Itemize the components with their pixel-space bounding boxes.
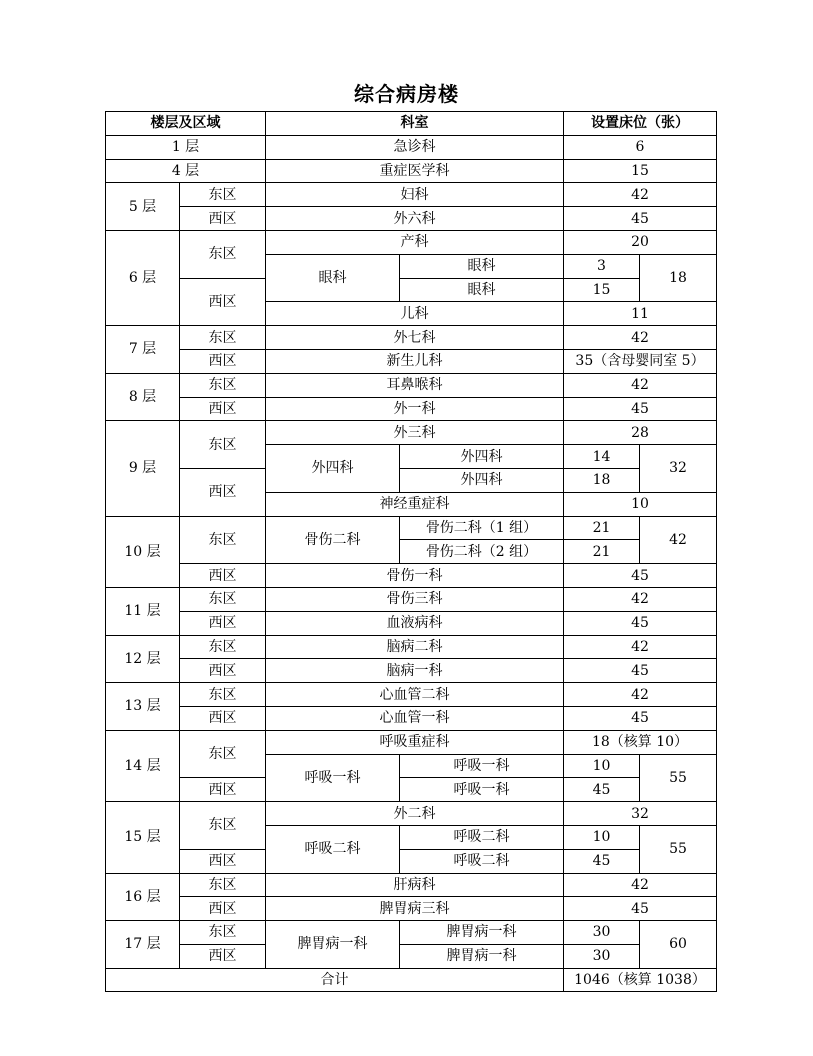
floor-cell: 9 层 (106, 421, 180, 516)
department-cell: 骨伤三科 (266, 587, 564, 611)
floor-cell: 6 层 (106, 230, 180, 325)
area-cell: 东区 (180, 587, 266, 611)
table-row (106, 373, 717, 397)
subdepartment-cell: 骨伤二科（2 组） (400, 540, 564, 564)
beds-cell: 42 (564, 183, 717, 207)
floor-cell: 8 层 (106, 373, 180, 421)
beds-cell: 28 (564, 421, 717, 445)
beds-cell: 35（含母婴同室 5） (564, 349, 717, 373)
beds-cell: 45 (564, 706, 717, 730)
area-cell: 东区 (180, 635, 266, 659)
beds-total-cell: 55 (640, 825, 717, 873)
department-cell: 急诊科 (266, 135, 564, 159)
beds-cell: 21 (564, 540, 640, 564)
department-cell: 心血管二科 (266, 683, 564, 707)
table-row (106, 207, 717, 231)
beds-total-cell: 32 (640, 445, 717, 493)
header-beds: 设置床位（张） (564, 112, 717, 136)
area-cell: 西区 (180, 659, 266, 683)
department-group-cell: 呼吸二科 (266, 825, 400, 873)
department-cell: 心血管一科 (266, 706, 564, 730)
area-cell: 西区 (180, 564, 266, 588)
floor-cell: 7 层 (106, 326, 180, 374)
department-cell: 脑病二科 (266, 635, 564, 659)
area-cell: 东区 (180, 326, 266, 350)
subdepartment-cell: 呼吸一科 (400, 754, 564, 778)
department-cell: 脑病一科 (266, 659, 564, 683)
area-cell: 西区 (180, 611, 266, 635)
floor-cell: 1 层 (106, 135, 266, 159)
subdepartment-cell: 眼科 (400, 278, 564, 302)
beds-cell: 10 (564, 492, 717, 516)
beds-cell: 45 (564, 564, 717, 588)
area-cell: 西区 (180, 349, 266, 373)
department-cell: 血液病科 (266, 611, 564, 635)
subdepartment-cell: 骨伤二科（1 组） (400, 516, 564, 540)
beds-cell: 21 (564, 516, 640, 540)
beds-total-cell: 42 (640, 516, 717, 564)
table-row (106, 897, 717, 921)
floor-cell: 4 层 (106, 159, 266, 183)
beds-cell: 42 (564, 373, 717, 397)
header-floor-area: 楼层及区域 (106, 112, 266, 136)
area-cell: 西区 (180, 397, 266, 421)
beds-cell: 11 (564, 302, 717, 326)
floor-cell: 17 层 (106, 921, 180, 969)
area-cell: 东区 (180, 516, 266, 564)
beds-cell: 10 (564, 754, 640, 778)
table-row (106, 683, 717, 707)
beds-cell: 20 (564, 230, 717, 254)
area-cell: 东区 (180, 421, 266, 469)
table-row (106, 159, 717, 183)
table-header-row (106, 112, 717, 136)
table-row (106, 873, 717, 897)
area-cell: 西区 (180, 849, 266, 873)
table-row (106, 802, 717, 826)
area-cell: 东区 (180, 183, 266, 207)
department-cell: 呼吸重症科 (266, 730, 564, 754)
beds-cell: 3 (564, 254, 640, 278)
bed-allocation-table (105, 111, 717, 992)
subdepartment-cell: 呼吸一科 (400, 778, 564, 802)
table-row (106, 611, 717, 635)
department-cell: 外七科 (266, 326, 564, 350)
beds-cell: 30 (564, 944, 640, 968)
floor-cell: 13 层 (106, 683, 180, 731)
beds-cell: 42 (564, 873, 717, 897)
beds-cell: 15 (564, 278, 640, 302)
area-cell: 西区 (180, 468, 266, 516)
beds-cell: 32 (564, 802, 717, 826)
beds-cell: 45 (564, 778, 640, 802)
beds-cell: 42 (564, 326, 717, 350)
floor-cell: 16 层 (106, 873, 180, 921)
beds-cell: 18（核算 10） (564, 730, 717, 754)
table-row (106, 349, 717, 373)
table-row (106, 944, 717, 968)
table-row (106, 635, 717, 659)
area-cell: 东区 (180, 873, 266, 897)
department-cell: 妇科 (266, 183, 564, 207)
beds-cell: 45 (564, 659, 717, 683)
beds-cell: 45 (564, 207, 717, 231)
area-cell: 东区 (180, 802, 266, 850)
beds-total-cell: 18 (640, 254, 717, 302)
beds-cell: 42 (564, 587, 717, 611)
floor-cell: 11 层 (106, 587, 180, 635)
area-cell: 西区 (180, 944, 266, 968)
beds-cell: 45 (564, 897, 717, 921)
floor-cell: 10 层 (106, 516, 180, 587)
table-row (106, 230, 717, 254)
beds-cell: 10 (564, 825, 640, 849)
beds-cell: 45 (564, 611, 717, 635)
table-row (106, 778, 717, 802)
department-cell: 外一科 (266, 397, 564, 421)
department-cell: 产科 (266, 230, 564, 254)
department-cell: 耳鼻喉科 (266, 373, 564, 397)
table-row (106, 730, 717, 754)
total-beds: 1046（核算 1038） (564, 968, 717, 992)
beds-total-cell: 55 (640, 754, 717, 802)
total-label: 合计 (106, 968, 564, 992)
department-cell: 儿科 (266, 302, 564, 326)
area-cell: 西区 (180, 207, 266, 231)
area-cell: 西区 (180, 897, 266, 921)
page-title: 综合病房楼 (354, 82, 459, 106)
area-cell: 西区 (180, 278, 266, 326)
beds-cell: 15 (564, 159, 717, 183)
beds-cell: 42 (564, 683, 717, 707)
subdepartment-cell: 呼吸二科 (400, 825, 564, 849)
floor-cell: 15 层 (106, 802, 180, 873)
area-cell: 东区 (180, 730, 266, 778)
table-row (106, 516, 717, 540)
subdepartment-cell: 眼科 (400, 254, 564, 278)
table-row (106, 135, 717, 159)
department-cell: 外三科 (266, 421, 564, 445)
beds-cell: 45 (564, 397, 717, 421)
beds-cell: 18 (564, 468, 640, 492)
table-row (106, 587, 717, 611)
floor-cell: 14 层 (106, 730, 180, 801)
beds-cell: 30 (564, 921, 640, 945)
table-row (106, 921, 717, 945)
department-cell: 骨伤一科 (266, 564, 564, 588)
header-department: 科室 (266, 112, 564, 136)
area-cell: 东区 (180, 921, 266, 945)
area-cell: 东区 (180, 683, 266, 707)
department-cell: 神经重症科 (266, 492, 564, 516)
table-row (106, 849, 717, 873)
department-cell: 脾胃病三科 (266, 897, 564, 921)
table-row (106, 183, 717, 207)
table-row (106, 421, 717, 445)
area-cell: 东区 (180, 230, 266, 278)
subdepartment-cell: 脾胃病一科 (400, 921, 564, 945)
beds-cell: 14 (564, 445, 640, 469)
table-row (106, 468, 717, 492)
beds-cell: 6 (564, 135, 717, 159)
table-row (106, 564, 717, 588)
subdepartment-cell: 外四科 (400, 445, 564, 469)
subdepartment-cell: 呼吸二科 (400, 849, 564, 873)
floor-cell: 12 层 (106, 635, 180, 683)
department-group-cell: 眼科 (266, 254, 400, 302)
table-row (106, 659, 717, 683)
area-cell: 西区 (180, 706, 266, 730)
department-cell: 外六科 (266, 207, 564, 231)
department-cell: 肝病科 (266, 873, 564, 897)
total-row (106, 968, 717, 992)
table-row (106, 278, 717, 302)
department-group-cell: 骨伤二科 (266, 516, 400, 564)
department-cell: 外二科 (266, 802, 564, 826)
beds-cell: 42 (564, 635, 717, 659)
subdepartment-cell: 脾胃病一科 (400, 944, 564, 968)
area-cell: 西区 (180, 778, 266, 802)
department-cell: 重症医学科 (266, 159, 564, 183)
department-group-cell: 脾胃病一科 (266, 921, 400, 969)
department-cell: 新生儿科 (266, 349, 564, 373)
table-row (106, 706, 717, 730)
department-group-cell: 呼吸一科 (266, 754, 400, 802)
beds-cell: 45 (564, 849, 640, 873)
area-cell: 东区 (180, 373, 266, 397)
beds-total-cell: 60 (640, 921, 717, 969)
subdepartment-cell: 外四科 (400, 468, 564, 492)
floor-cell: 5 层 (106, 183, 180, 231)
department-group-cell: 外四科 (266, 445, 400, 493)
table-row (106, 326, 717, 350)
table-row (106, 397, 717, 421)
